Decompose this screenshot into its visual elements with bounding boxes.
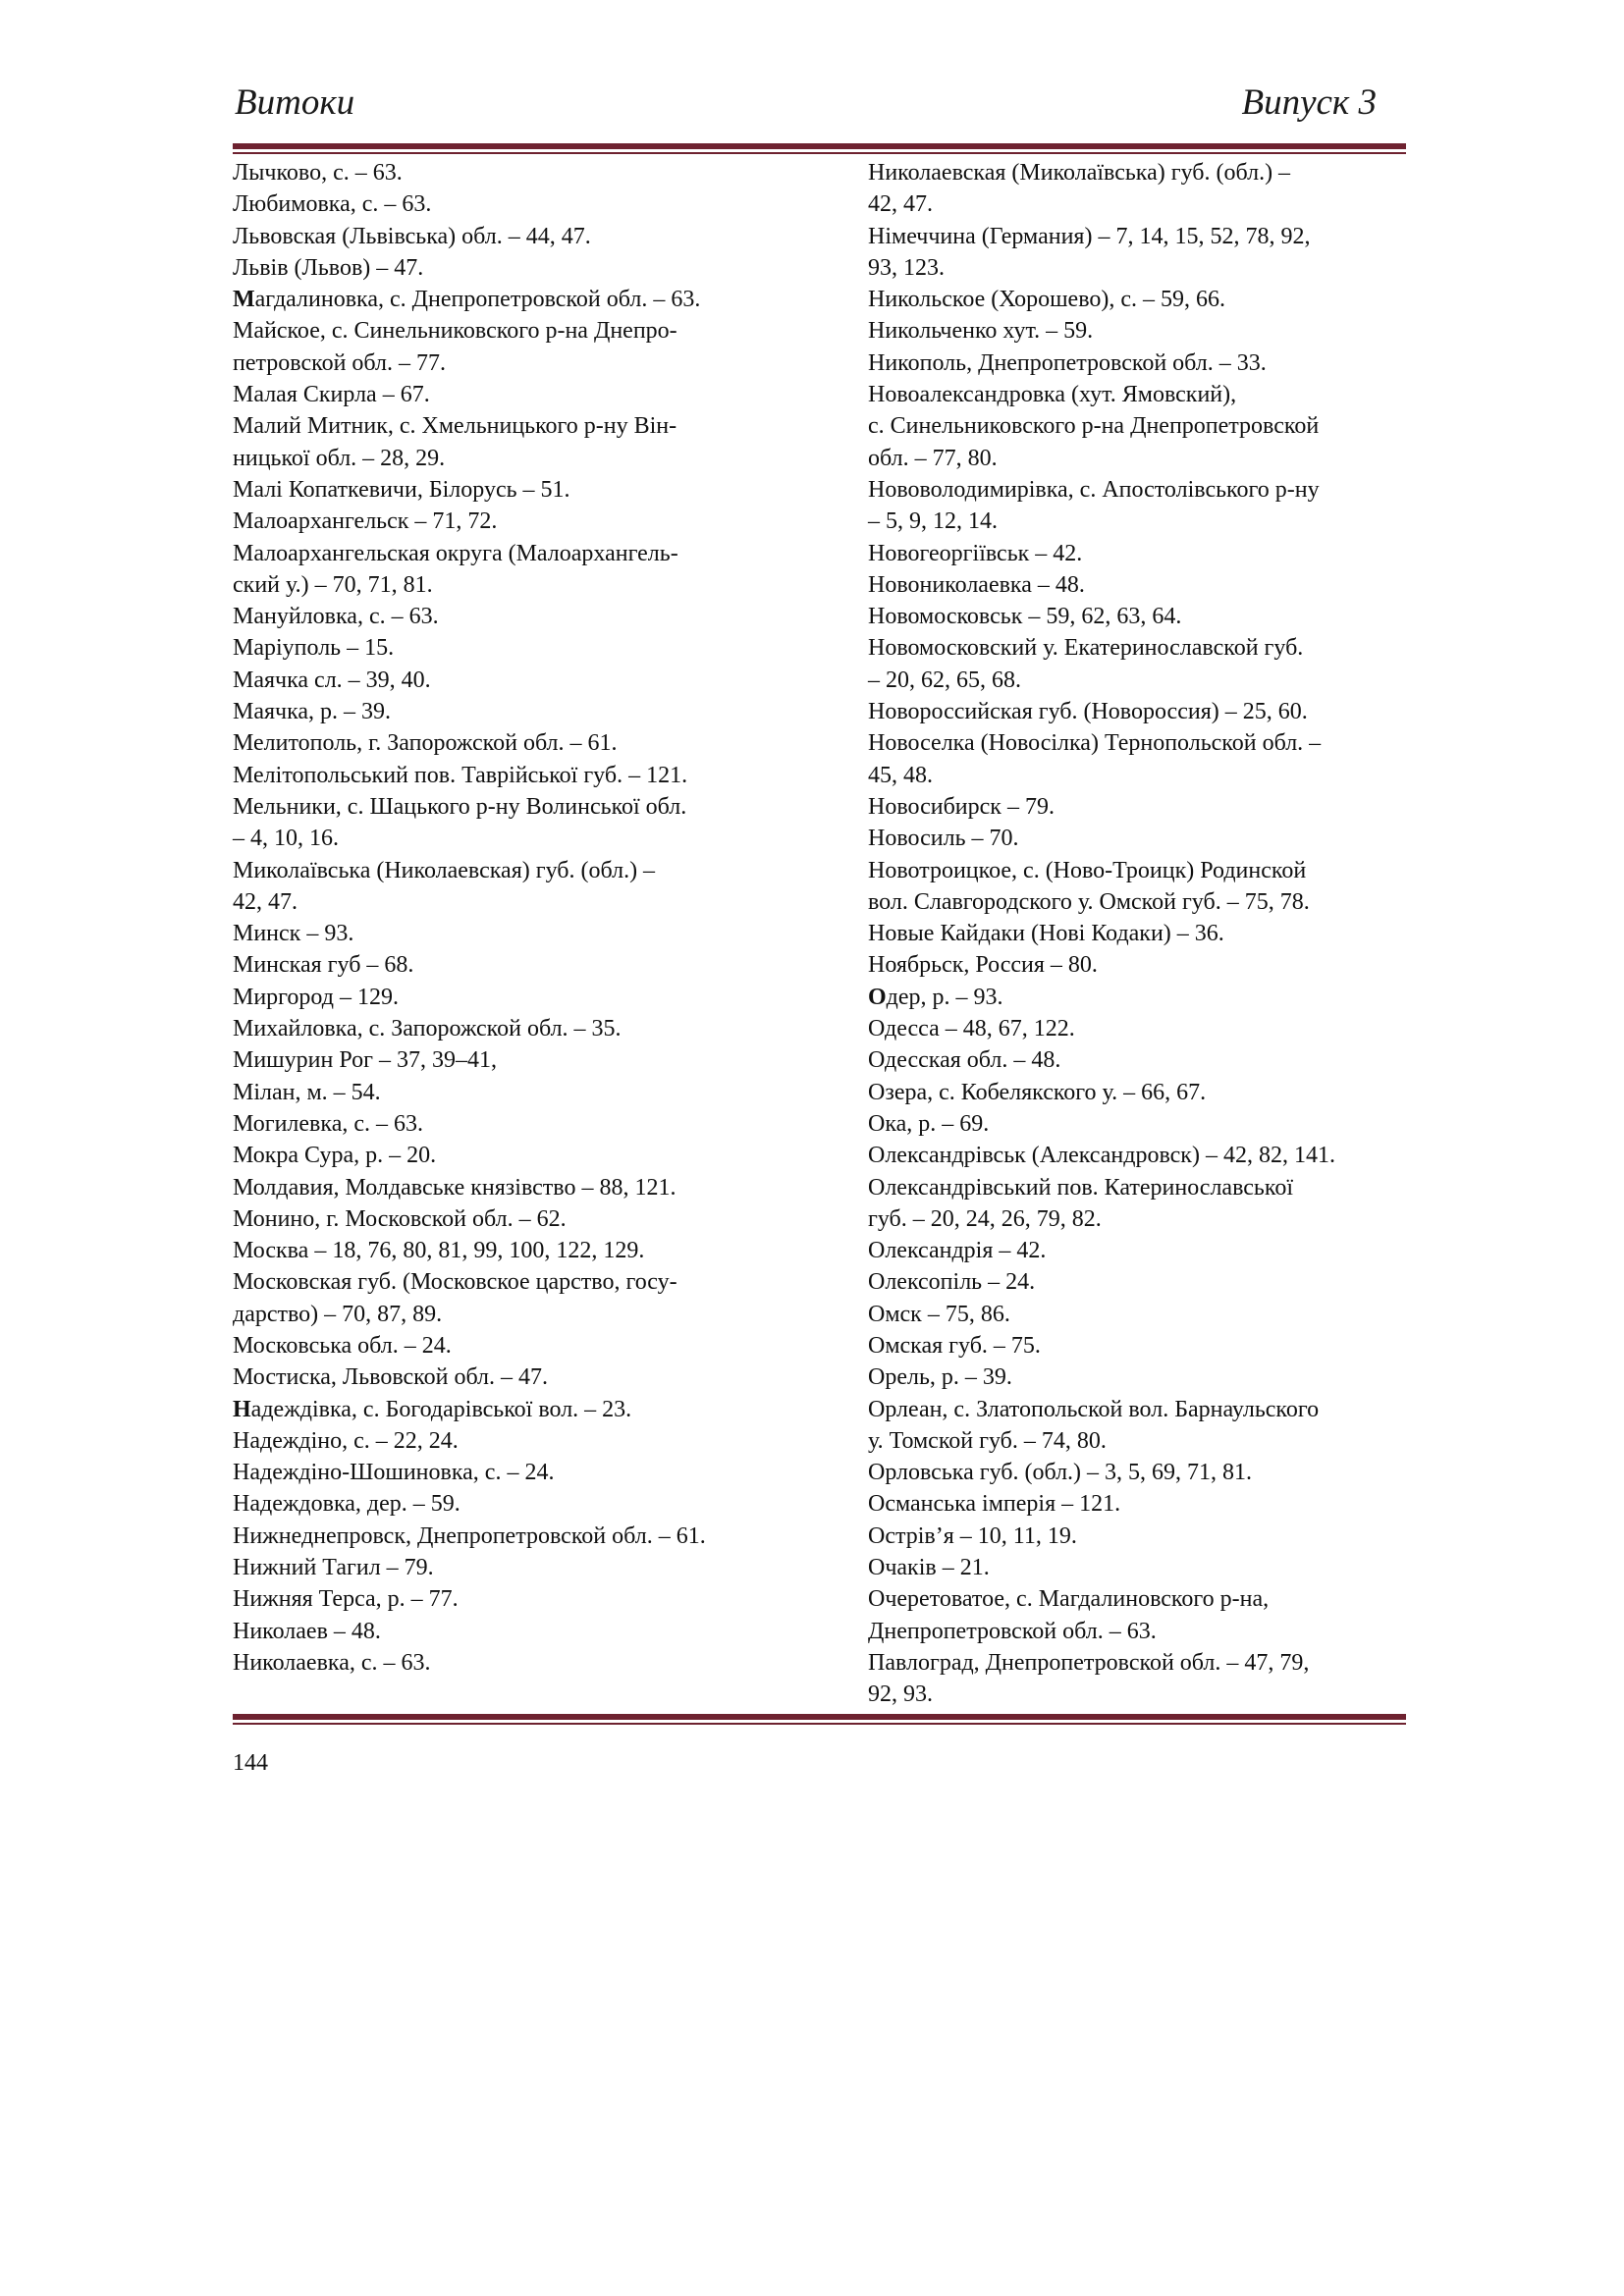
journal-title: Витоки	[235, 82, 355, 123]
index-entry-line	[868, 157, 1408, 188]
index-entry-line	[233, 1172, 783, 1203]
index-entry-text: Молдавия, Молдавське князівство – 88, 121.	[233, 1174, 677, 1201]
index-entry-line	[233, 727, 783, 759]
index-entry-text: Олександрівський пов. Катеринославської	[868, 1174, 1293, 1201]
index-entry-text: Ока, р. – 69.	[868, 1110, 990, 1137]
index-entry-line	[868, 347, 1408, 379]
index-entry-text: Миргород – 129.	[233, 984, 399, 1010]
index-entry-line	[233, 1647, 783, 1679]
index-entry-text: Омск – 75, 86.	[868, 1301, 1010, 1327]
index-entry-line	[868, 315, 1408, 347]
index-entry-text: вол. Славгородского у. Омской губ. – 75, 78.	[868, 888, 1310, 915]
index-entry-text: Николаевская (Миколаївська) губ. (обл.) –	[868, 160, 1291, 186]
index-entry-text: Османська імперія – 121.	[868, 1491, 1121, 1518]
index-entry-text: Озера, с. Кобелякского у. – 66, 67.	[868, 1079, 1207, 1105]
index-entry-line	[233, 1425, 783, 1457]
index-entry-text: ский у.) – 70, 71, 81.	[233, 571, 433, 598]
index-entry-text: Нижнеднепровск, Днепропетровской обл. – 61.	[233, 1522, 706, 1549]
index-entry-line	[233, 1488, 783, 1520]
index-entry-text: Новоселка (Новосілка) Тернопольской обл. –	[868, 730, 1322, 757]
index-entry-line	[868, 1457, 1408, 1488]
index-entry-text: Мостиска, Львовской обл. – 47.	[233, 1364, 549, 1391]
index-entry-line	[868, 1616, 1408, 1647]
index-entry-text: Новые Кайдаки (Нові Кодаки) – 36.	[868, 921, 1224, 947]
index-entry-line	[233, 1616, 783, 1647]
index-entry-text: Новомосковский у. Екатеринославской губ.	[868, 635, 1304, 662]
index-entry-text: Никополь, Днепропетровской обл. – 33.	[868, 349, 1267, 376]
index-entry-line	[868, 1044, 1408, 1076]
index-entry-line	[233, 1235, 783, 1266]
index-entry-line	[233, 1299, 783, 1330]
index-entry-text: Орловська губ. (обл.) – 3, 5, 69, 71, 81.	[868, 1460, 1253, 1486]
header-rule	[233, 143, 1406, 154]
index-entry-line	[868, 918, 1408, 949]
index-entry-line	[233, 760, 783, 791]
index-entry-line	[868, 569, 1408, 601]
index-entry-line	[868, 379, 1408, 410]
footer-rule	[233, 1714, 1406, 1725]
index-entry-text: 42, 47.	[233, 888, 298, 915]
index-entry-line	[868, 601, 1408, 632]
index-entry-text: агдалиновка, с. Днепропетровской обл. – 63.	[254, 287, 701, 313]
index-entry-line	[233, 949, 783, 981]
index-entry-line	[233, 284, 783, 315]
index-entry-text: Днепропетровской обл. – 63.	[868, 1618, 1157, 1644]
index-entry-text: Московская губ. (Московское царство, госу-	[233, 1269, 677, 1296]
index-entry-text: Новониколаевка – 48.	[868, 571, 1085, 598]
index-entry-text: Очеретоватое, с. Магдалиновского р-на,	[868, 1586, 1270, 1613]
index-entry-text: Мелітопольський пов. Таврійської губ. – 121.	[233, 762, 688, 788]
index-entry-text: Новомосковськ – 59, 62, 63, 64.	[868, 604, 1182, 630]
index-entry-line	[233, 252, 783, 284]
index-entry-line	[868, 1077, 1408, 1108]
index-entry-line	[233, 347, 783, 379]
letter-section-initial: Н	[233, 1396, 251, 1422]
index-entry-text: 92, 93.	[868, 1682, 933, 1708]
index-entry-line	[868, 221, 1408, 252]
index-entry-text: Могилевка, с. – 63.	[233, 1110, 423, 1137]
index-entry-text: дарство) – 70, 87, 89.	[233, 1301, 443, 1327]
index-entry-line	[233, 1203, 783, 1235]
index-entry-text: Омская губ. – 75.	[868, 1332, 1041, 1359]
index-entry-text: дер, р. – 93.	[886, 984, 1003, 1010]
index-entry-line	[868, 1521, 1408, 1552]
index-column-left	[233, 157, 783, 1679]
index-entry-text: Майское, с. Синельниковского р-на Днепро-	[233, 318, 677, 345]
index-entry-text: Новороссийская губ. (Новороссия) – 25, 60.	[868, 699, 1308, 725]
index-entry-line	[868, 1583, 1408, 1615]
index-entry-text: губ. – 20, 24, 26, 79, 82.	[868, 1205, 1102, 1232]
index-entry-line	[233, 1362, 783, 1393]
index-entry-text: Лычково, с. – 63.	[233, 160, 403, 186]
index-entry-text: Олександрія – 42.	[868, 1238, 1047, 1264]
index-entry-text: с. Синельниковского р-на Днепропетровской	[868, 413, 1320, 440]
index-entry-text: Никольченко хут. – 59.	[868, 318, 1094, 345]
index-entry-line	[233, 1013, 783, 1044]
index-entry-line	[868, 791, 1408, 823]
index-entry-line	[233, 188, 783, 220]
index-entry-text: Олексопіль – 24.	[868, 1269, 1036, 1296]
index-entry-text: Німеччина (Германия) – 7, 14, 15, 52, 78, 92,	[868, 223, 1311, 249]
index-entry-text: Одесская обл. – 48.	[868, 1047, 1061, 1074]
index-entry-text: Малая Скирла – 67.	[233, 382, 430, 408]
index-entry-line	[868, 506, 1408, 537]
index-entry-line	[233, 538, 783, 569]
index-entry-line	[868, 632, 1408, 664]
index-entry-line	[868, 1679, 1408, 1710]
index-entry-text: – 5, 9, 12, 14.	[868, 508, 998, 535]
index-entry-line	[233, 1330, 783, 1362]
index-entry-text: обл. – 77, 80.	[868, 445, 998, 471]
index-entry-line	[233, 221, 783, 252]
index-entry-text: у. Томской губ. – 74, 80.	[868, 1427, 1107, 1454]
index-entry-line	[868, 1235, 1408, 1266]
index-entry-line	[233, 918, 783, 949]
index-entry-text: – 4, 10, 16.	[233, 826, 339, 852]
index-entry-text: Нововолодимирівка, с. Апостолівського р-ну	[868, 476, 1320, 503]
index-entry-text: Очаків – 21.	[868, 1555, 990, 1581]
index-entry-line	[868, 1330, 1408, 1362]
index-entry-text: ницької обл. – 28, 29.	[233, 445, 446, 471]
index-entry-text: Нижняя Терса, р. – 77.	[233, 1586, 459, 1613]
index-entry-line	[233, 601, 783, 632]
index-entry-line	[233, 886, 783, 918]
index-entry-text: Малоархангельск – 71, 72.	[233, 508, 498, 535]
index-entry-line	[868, 1394, 1408, 1425]
index-entry-line	[868, 1172, 1408, 1203]
index-entry-text: адеждівка, с. Богодарівської вол. – 23.	[250, 1396, 632, 1422]
index-entry-text: Маріуполь – 15.	[233, 635, 395, 662]
index-entry-line	[233, 632, 783, 664]
issue-label: Випуск 3	[1241, 82, 1377, 123]
index-entry-line	[233, 1077, 783, 1108]
index-entry-line	[868, 823, 1408, 854]
index-entry-text: Мокра Сура, р. – 20.	[233, 1143, 437, 1169]
index-entry-text: Маячка, р. – 39.	[233, 699, 392, 725]
index-entry-line	[868, 760, 1408, 791]
index-entry-text: Монино, г. Московской обл. – 62.	[233, 1205, 567, 1232]
index-entry-line	[868, 1488, 1408, 1520]
index-entry-line	[868, 1203, 1408, 1235]
index-entry-line	[233, 982, 783, 1013]
index-entry-line	[868, 410, 1408, 442]
index-entry-text: Львовская (Львівська) обл. – 44, 47.	[233, 223, 591, 249]
index-entry-line	[868, 855, 1408, 886]
index-entry-line	[233, 506, 783, 537]
index-entry-line	[233, 1394, 783, 1425]
index-entry-line	[233, 315, 783, 347]
index-entry-text: петровской обл. – 77.	[233, 349, 446, 376]
index-entry-line	[868, 284, 1408, 315]
index-entry-text: Новотроицкое, с. (Ново-Троицк) Родинской	[868, 857, 1307, 883]
index-entry-text: Надеждіно-Шошиновка, с. – 24.	[233, 1460, 555, 1486]
index-entry-line	[868, 443, 1408, 474]
index-entry-text: Острів’я – 10, 11, 19.	[868, 1522, 1077, 1549]
index-entry-line	[868, 982, 1408, 1013]
index-entry-text: Львів (Львов) – 47.	[233, 254, 424, 281]
index-entry-line	[233, 443, 783, 474]
index-entry-line	[233, 823, 783, 854]
index-entry-text: Мілан, м. – 54.	[233, 1079, 381, 1105]
running-header	[233, 79, 1406, 128]
index-entry-line	[868, 1013, 1408, 1044]
index-entry-line	[868, 252, 1408, 284]
index-entry-line	[868, 696, 1408, 727]
index-entry-line	[868, 949, 1408, 981]
index-entry-line	[868, 1425, 1408, 1457]
index-entry-text: Малі Копаткевичи, Білорусь – 51.	[233, 476, 570, 503]
index-entry-text: Мелитополь, г. Запорожской обл. – 61.	[233, 730, 618, 757]
index-entry-text: Маячка сл. – 39, 40.	[233, 667, 431, 693]
index-entry-line	[868, 1140, 1408, 1171]
index-entry-line	[233, 791, 783, 823]
index-column-right	[868, 157, 1408, 1711]
index-entry-text: Николаев – 48.	[233, 1618, 381, 1644]
index-entry-text: Московська обл. – 24.	[233, 1332, 452, 1359]
index-entry-text: Орлеан, с. Златопольской вол. Барнаульского	[868, 1396, 1320, 1422]
index-entry-line	[868, 1108, 1408, 1140]
index-entry-text: 45, 48.	[868, 762, 933, 788]
index-entry-line	[868, 1552, 1408, 1583]
index-entry-text: Николаевка, с. – 63.	[233, 1649, 431, 1676]
index-entry-text: Новосиль – 70.	[868, 826, 1019, 852]
index-entry-text: Надеждіно, с. – 22, 24.	[233, 1427, 459, 1454]
index-entry-text: Мишурин Рог – 37, 39–41,	[233, 1047, 497, 1074]
index-entry-text: Олександрівськ (Александровск) – 42, 82, 141.	[868, 1143, 1335, 1169]
index-entry-line	[233, 1583, 783, 1615]
index-entry-line	[868, 538, 1408, 569]
index-entry-line	[868, 1647, 1408, 1679]
index-entry-line	[233, 1457, 783, 1488]
index-entry-text: Павлоград, Днепропетровской обл. – 47, 79,	[868, 1649, 1310, 1676]
index-entry-text: Любимовка, с. – 63.	[233, 191, 432, 218]
index-entry-text: Малий Митник, с. Хмельницького р-ну Він-	[233, 413, 677, 440]
index-entry-text: 93, 123.	[868, 254, 945, 281]
index-entry-text: Новосибирск – 79.	[868, 793, 1055, 820]
index-entry-text: Малоархангельская округа (Малоархангель-	[233, 540, 678, 566]
index-entry-line	[233, 379, 783, 410]
index-entry-text: Москва – 18, 76, 80, 81, 99, 100, 122, 129.	[233, 1238, 645, 1264]
index-entry-line	[233, 1266, 783, 1298]
index-entry-line	[233, 157, 783, 188]
page-number: 144	[233, 1750, 268, 1776]
index-entry-text: – 20, 62, 65, 68.	[868, 667, 1021, 693]
index-entry-text: Никольское (Хорошево), с. – 59, 66.	[868, 287, 1226, 313]
index-entry-line	[868, 665, 1408, 696]
index-entry-line	[233, 665, 783, 696]
index-entry-line	[233, 1044, 783, 1076]
index-entry-line	[868, 727, 1408, 759]
index-entry-text: Михайловка, с. Запорожской обл. – 35.	[233, 1016, 622, 1042]
index-entry-text: 42, 47.	[868, 191, 933, 218]
index-entry-text: Орель, р. – 39.	[868, 1364, 1012, 1391]
index-entry-text: Одесса – 48, 67, 122.	[868, 1016, 1075, 1042]
index-entry-text: Мельники, с. Шацького р-ну Волинської обл.	[233, 793, 687, 820]
index-entry-text: Новоалександровка (хут. Ямовский),	[868, 382, 1237, 408]
index-entry-text: Новогеоргіївськ – 42.	[868, 540, 1083, 566]
index-entry-line	[868, 188, 1408, 220]
index-entry-line	[233, 855, 783, 886]
index-entry-line	[233, 1140, 783, 1171]
index-entry-text: Минская губ – 68.	[233, 952, 414, 979]
index-entry-line	[233, 569, 783, 601]
index-entry-line	[233, 1521, 783, 1552]
index-entry-line	[233, 474, 783, 506]
index-entry-text: Мануйловка, с. – 63.	[233, 604, 439, 630]
index-entry-line	[233, 1108, 783, 1140]
index-entry-line	[868, 886, 1408, 918]
index-entry-line	[868, 1362, 1408, 1393]
index-entry-line	[868, 474, 1408, 506]
index-entry-line	[868, 1299, 1408, 1330]
letter-section-initial: О	[868, 984, 887, 1010]
letter-section-initial: М	[233, 287, 255, 313]
index-entry-line	[233, 1552, 783, 1583]
index-entry-text: Ноябрьск, Россия – 80.	[868, 952, 1098, 979]
index-entry-text: Надеждовка, дер. – 59.	[233, 1491, 460, 1518]
index-entry-text: Миколаївська (Николаевская) губ. (обл.) –	[233, 857, 656, 883]
index-entry-line	[233, 410, 783, 442]
index-entry-line	[868, 1266, 1408, 1298]
index-entry-line	[233, 696, 783, 727]
index-entry-text: Нижний Тагил – 79.	[233, 1555, 434, 1581]
index-entry-text: Минск – 93.	[233, 921, 354, 947]
